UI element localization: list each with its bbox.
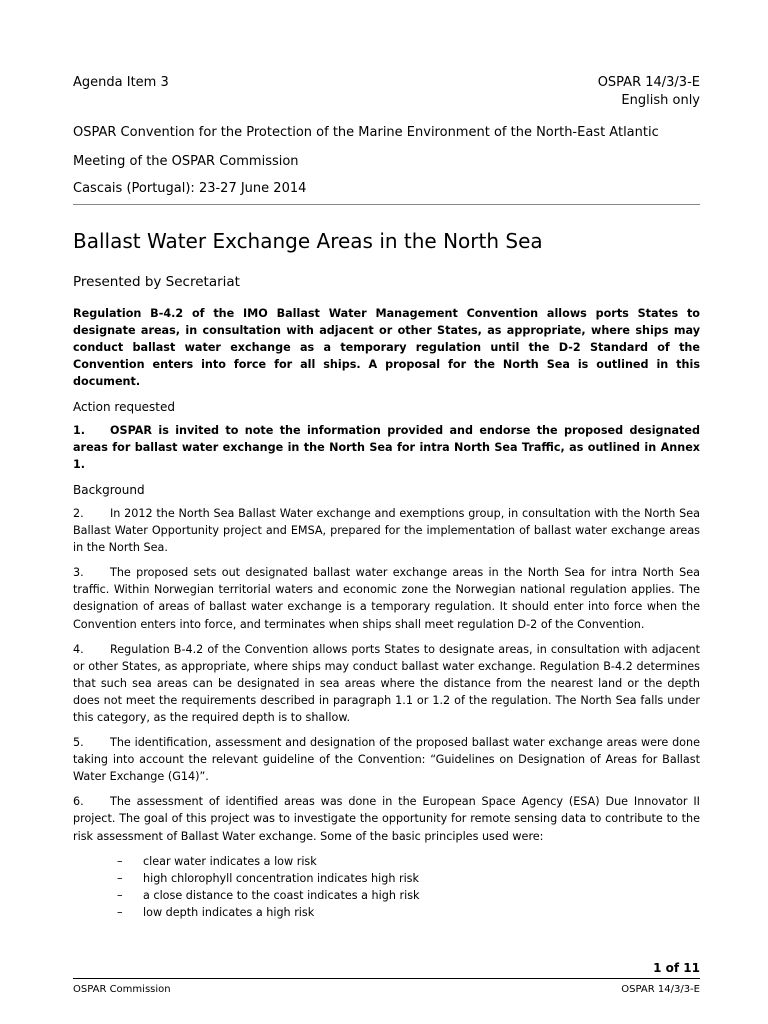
- doc-reference: OSPAR 14/3/3-E: [597, 75, 700, 90]
- list-item: [73, 853, 700, 870]
- doc-reference-block: [598, 74, 700, 110]
- principles-list: [73, 853, 700, 921]
- paragraph-number: 1.: [73, 423, 86, 437]
- action-heading: Action requested: [73, 400, 176, 415]
- paragraph-text: The assessment of identified areas was done in the European Space Agency (ESA) Due Innovator II project. The goal of this project was to investigate the opportunity for remote sensing data to contribute to the risk assessment of Ballast Water exchange. Some of the basic principles used were:: [73, 795, 700, 843]
- paragraph-text: Regulation B-4.2 of the Convention allows ports States to designate areas, in consultation with adjacent or other States, as appropriate, where ships may conduct ballast water exchange. Regulation B-4.2 determines that such sea areas can be designated in sea areas where the distance from the nearest land or the depth does not meet the requirements described in paragraph 1.1 or 1.2 of the regulation. The North Sea falls under this category, as the required depth is to shallow.: [73, 642, 700, 724]
- bullet-marker: –: [117, 854, 123, 868]
- paragraph-5: [73, 734, 700, 785]
- document-title: Ballast Water Exchange Areas in the North Sea: [73, 229, 543, 253]
- page-number: 1 of 11: [653, 961, 700, 975]
- document-page: [73, 0, 700, 1024]
- paragraph-number: 2.: [73, 506, 84, 520]
- summary-paragraph: Regulation B-4.2 of the IMO Ballast Water Management Convention allows ports States to designate areas, in consultation with adjacent or other States, as appropriate, where ships may conduct ballast water exchange as a temporary regulation until the D-2 Standard of the Convention enters into force for all ships. A proposal for the North Sea is outlined in this document.: [73, 307, 700, 389]
- convention-name: OSPAR Convention for the Protection of the Marine Environment of the North-East Atlantic: [73, 125, 659, 140]
- bullet-marker: –: [117, 888, 123, 902]
- paragraph-text: In 2012 the North Sea Ballast Water exchange and exemptions group, in consultation with the North Sea Ballast Water Opportunity project and EMSA, prepared for the implementation of ballast water exchange areas in the North Sea.: [73, 506, 700, 555]
- paragraph-2: [73, 505, 700, 556]
- paragraph-4: [73, 641, 700, 726]
- paragraph-text: OSPAR is invited to note the information provided and endorse the proposed designated areas for ballast water exchange in the North Sea for intra North Sea Traffic, as outlined in Annex 1.: [73, 423, 700, 471]
- list-item-text: high chlorophyll concentration indicates high risk: [143, 871, 419, 885]
- header-divider: [73, 204, 700, 205]
- paragraph-number: 6.: [73, 795, 84, 809]
- paragraph-number: 3.: [73, 566, 84, 580]
- list-item: [73, 870, 700, 887]
- document-body: [73, 305, 700, 921]
- meeting-venue: Cascais (Portugal): 23-27 June 2014: [73, 181, 307, 196]
- paragraph-1: [73, 422, 700, 473]
- footer-doc-reference: OSPAR 14/3/3-E: [621, 984, 700, 995]
- paragraph-number: 4.: [73, 642, 84, 656]
- list-item: [73, 904, 700, 921]
- list-item-text: a close distance to the coast indicates a high risk: [143, 888, 420, 902]
- bullet-marker: –: [117, 905, 123, 919]
- paragraph-text: The identification, assessment and designation of the proposed ballast water exchange areas were done taking into account the relevant guideline of the Convention: “Guidelines on Designation of Areas for Ballast Water Exchange (G14)”.: [73, 736, 700, 784]
- agenda-item: Agenda Item 3: [73, 75, 169, 90]
- bullet-marker: –: [117, 871, 123, 885]
- paragraph-6: [73, 793, 700, 844]
- presented-by: Presented by Secretariat: [73, 274, 240, 290]
- meeting-name: Meeting of the OSPAR Commission: [73, 154, 299, 169]
- language-note: English only: [621, 93, 700, 108]
- list-item-text: clear water indicates a low risk: [143, 854, 317, 868]
- background-heading: Background: [73, 482, 145, 497]
- list-item: [73, 887, 700, 904]
- paragraph-text: The proposed sets out designated ballast water exchange areas in the North Sea for intra North Sea traffic. Within Norwegian territorial waters and economic zone the Norwegian national regulation applies. The designation of areas of ballast water exchange is a temporary regulation. It should enter into force when the Convention enters into force, and terminates when ships shall meet regulation D-2 of the Convention.: [73, 566, 700, 631]
- paragraph-number: 5.: [73, 736, 84, 750]
- paragraph-3: [73, 564, 700, 632]
- list-item-text: low depth indicates a high risk: [143, 905, 315, 919]
- footer-divider: [73, 978, 700, 979]
- footer-organization: OSPAR Commission: [73, 984, 171, 995]
